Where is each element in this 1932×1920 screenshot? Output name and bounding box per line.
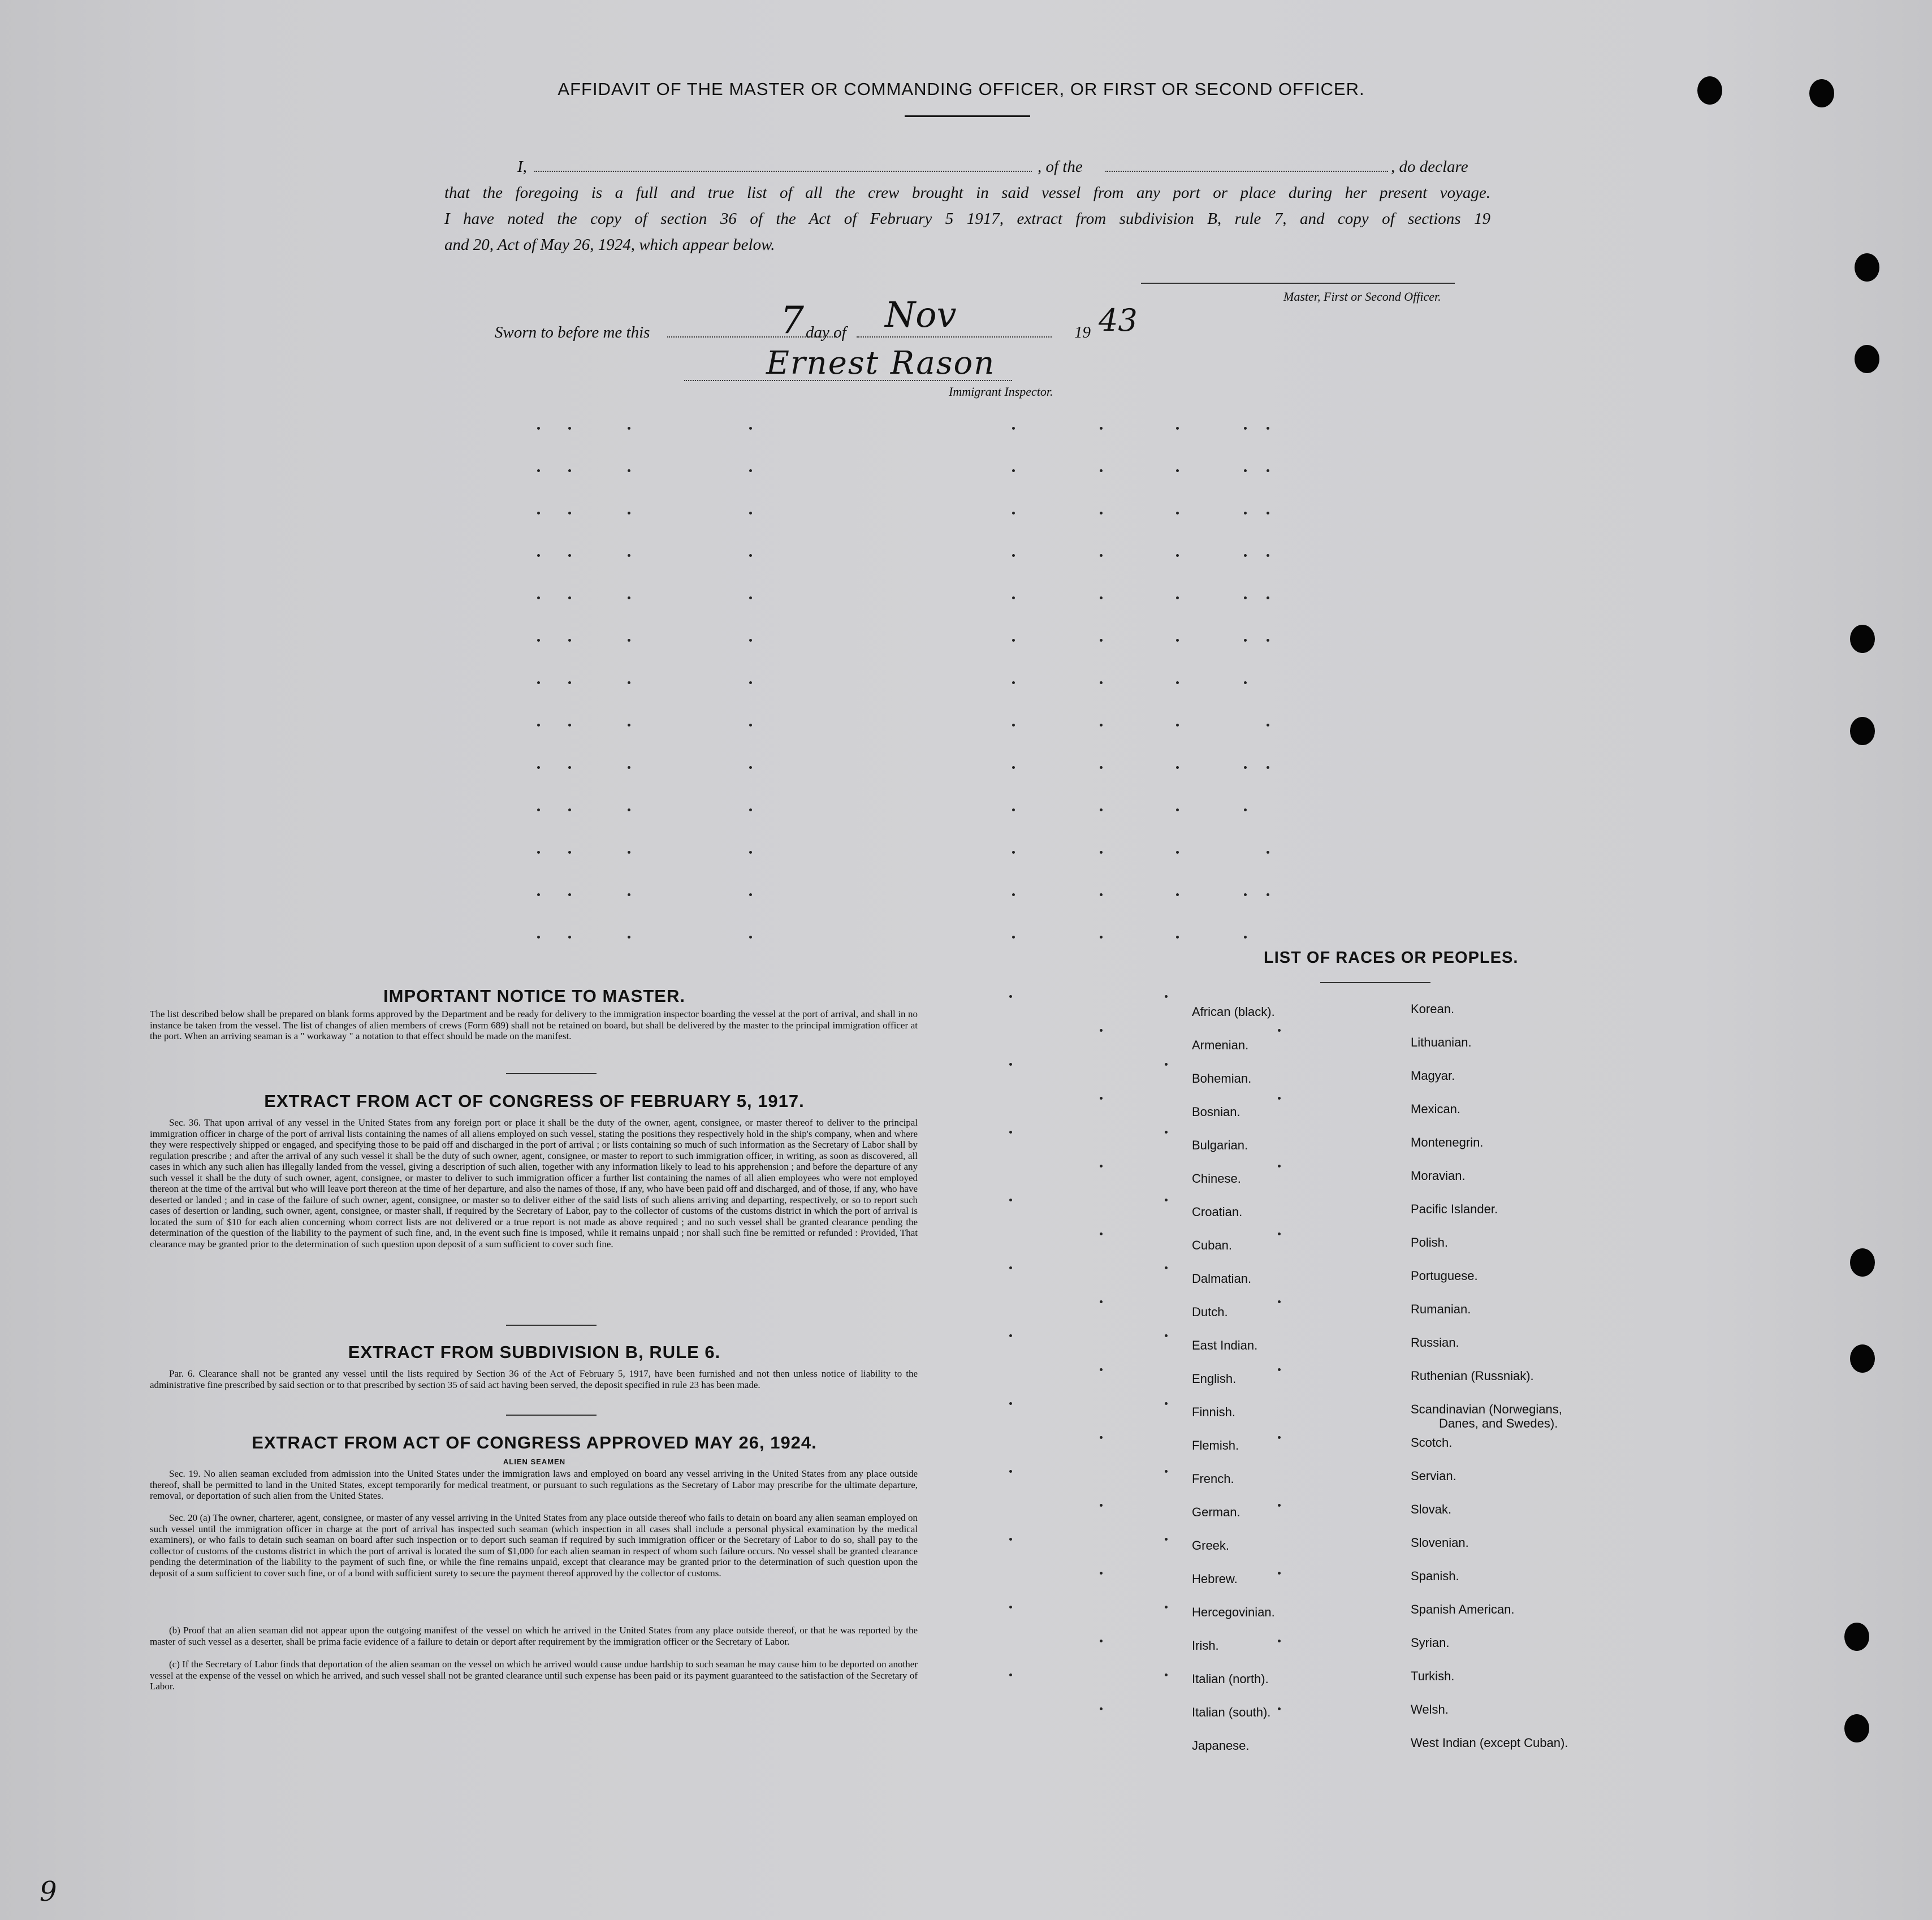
sworn-month-blank[interactable] <box>857 336 1052 338</box>
race-item: Bosnian. <box>1192 1105 1241 1119</box>
form-dot <box>1165 1606 1168 1608</box>
form-dot <box>1100 1165 1103 1167</box>
form-dot <box>537 893 540 896</box>
extract-1917-divider <box>506 1325 597 1326</box>
form-dot <box>1100 1436 1103 1439</box>
handwritten-year: 43 <box>1099 302 1138 338</box>
notice-body: The list described below shall be prepared on blank forms approved by the Department and be ready for delivery to the immigration inspector boarding the vessel at the port of arrival, and shall in no instance be taken from the vessel. The list of changes of alien members of crews (Form 689) shall not be retained on board, but shall be delivered by the master to the principal immigration officer at the port. When an arriving seaman is a " workaway " a notation to that effect should be made on the manifest. <box>150 1009 918 1041</box>
races-underline <box>1320 982 1430 983</box>
race-item: Spanish American. <box>1411 1602 1515 1616</box>
form-dot <box>1012 596 1015 599</box>
race-item: East Indian. <box>1192 1338 1258 1352</box>
form-dot <box>628 808 630 811</box>
form-dot <box>1267 639 1269 642</box>
extract-1924-sec20a: Sec. 20 (a) The owner, charterer, agent, consignee, or master of any vessel arriving in the United States from any place outside thereof who fails to detain on board any alien seaman employed on such vessel until the immigration officer in charge at the port of arrival has inspected such seaman (which inspection in all cases shall include a personal physical examination by the medical examiners), or who fails to detain such seaman on board after such inspection or to deport such seaman if required by such immigration officer or the Secretary of Labor to do so, shall pay to the collector of customs of the customs district in which the port of arrival is located the sum of $1,000 for each alien seaman in respect of whom such failure occurs. No vessel shall be granted clearance pending the determination of the liability to the payment of such fine, or while the fine remains unpaid, except that clearance may be granted prior to the determination of such question upon the deposit of a sum sufficient to cover such fine, or of a bond with sufficient surety to secure the payment thereof approved by the collector of customs. <box>150 1512 918 1579</box>
form-dot <box>1244 766 1247 769</box>
race-item: Bohemian. <box>1192 1071 1252 1086</box>
extract-1924-sec20c: (c) If the Secretary of Labor finds that deportation of the alien seaman on the vessel on which he arrived would cause undue hardship to such seaman he may cause him to be deported on another vessel at the expense of the vessel on which he arrived, and such vessel shall not be granted clearance until such expense has been paid or its payment guaranteed to the satisfaction of the Secretary of Labor. <box>150 1659 918 1692</box>
form-dot <box>1176 936 1179 939</box>
form-dot <box>1278 1640 1281 1642</box>
form-dot <box>1244 469 1247 472</box>
form-dot <box>1100 1504 1103 1507</box>
form-dot <box>1100 639 1103 642</box>
form-dot <box>537 554 540 557</box>
form-dot <box>1100 1300 1103 1303</box>
extract-rule6-title: EXTRACT FROM SUBDIVISION B, RULE 6. <box>348 1342 721 1362</box>
form-dot <box>1278 1097 1281 1100</box>
form-dot <box>1278 1572 1281 1575</box>
form-dot <box>1012 851 1015 854</box>
form-dot <box>568 681 571 684</box>
race-item: Magyar. <box>1411 1069 1455 1083</box>
affidavit-line-4: and 20, Act of May 26, 1924, which appear below. <box>444 236 775 254</box>
affidavit-title: AFFIDAVIT OF THE MASTER OR COMMANDING OFFICER, OR FIRST OR SECOND OFFICER. <box>557 79 1365 99</box>
form-dot <box>537 596 540 599</box>
inspector-caption: Immigrant Inspector. <box>949 384 1053 399</box>
handwritten-month: Nov <box>885 294 957 335</box>
race-item: Italian (south). <box>1192 1705 1271 1719</box>
title-underline <box>905 115 1030 117</box>
punch-hole <box>1697 76 1722 105</box>
punch-hole <box>1850 717 1875 745</box>
form-dot <box>1176 554 1179 557</box>
form-dot <box>1100 851 1103 854</box>
form-dot <box>568 893 571 896</box>
form-dot <box>1100 427 1103 430</box>
form-dot <box>749 936 752 939</box>
vessel-name-blank[interactable] <box>1105 171 1388 172</box>
extract-1917-title: EXTRACT FROM ACT OF CONGRESS OF FEBRUARY 5, 1917. <box>264 1091 805 1111</box>
form-dot <box>1278 1436 1281 1439</box>
form-dot <box>1244 554 1247 557</box>
form-dot <box>1278 1300 1281 1303</box>
form-dot <box>1012 936 1015 939</box>
race-item: Ruthenian (Russniak). <box>1411 1369 1534 1383</box>
form-dot <box>1267 766 1269 769</box>
form-dot <box>628 427 630 430</box>
punch-hole <box>1809 79 1834 107</box>
form-dot <box>1176 766 1179 769</box>
punch-hole <box>1850 1248 1875 1277</box>
race-item: Montenegrin. <box>1411 1135 1484 1149</box>
page-number: 9 <box>40 1876 57 1908</box>
race-item: African (black). <box>1192 1005 1275 1019</box>
form-dot <box>568 766 571 769</box>
form-dot <box>1100 893 1103 896</box>
extract-rule6-divider <box>506 1415 597 1416</box>
form-dot <box>1100 936 1103 939</box>
form-dot <box>1176 851 1179 854</box>
race-item: Welsh. <box>1411 1702 1449 1716</box>
punch-hole <box>1850 625 1875 653</box>
form-dot <box>628 681 630 684</box>
form-dot <box>1278 1707 1281 1710</box>
form-dot <box>1176 893 1179 896</box>
form-dot <box>1009 1402 1012 1405</box>
race-item: German. <box>1192 1505 1241 1519</box>
form-dot <box>1009 1470 1012 1473</box>
race-item: Irish. <box>1192 1638 1219 1653</box>
form-dot <box>1100 681 1103 684</box>
form-dot <box>1009 1131 1012 1134</box>
affidavit-line-3: I have noted the copy of section 36 of the Act of February 5 1917, extract from subdivision B, rule 7, and copy of sections 19 <box>444 210 1490 228</box>
form-dot <box>568 639 571 642</box>
form-dot <box>537 427 540 430</box>
extract-1924-sec19: Sec. 19. No alien seaman excluded from admission into the United States under the immigration laws and employed on board any vessel arriving in the United States from any place outside thereof, shall be permitted to land in the United States, except temporarily for medical treatment, or pursuant to such regulations as the Secretary of Labor may prescribe for the ultimate departure, removal, or deportation of such alien from the United States. <box>150 1468 918 1501</box>
form-dot <box>537 512 540 514</box>
affidavit-line-2: that the foregoing is a full and true list of all the crew brought in said vessel from any port or place during her present voyage. <box>444 184 1490 202</box>
form-dot <box>1012 427 1015 430</box>
form-dot <box>1012 808 1015 811</box>
race-item: Finnish. <box>1192 1405 1236 1419</box>
sworn-day-word: day of <box>806 323 846 341</box>
form-dot <box>1244 596 1247 599</box>
form-dot <box>537 936 540 939</box>
race-item: Croatian. <box>1192 1205 1243 1219</box>
race-item: Hebrew. <box>1192 1572 1238 1586</box>
form-dot <box>537 766 540 769</box>
form-dot <box>628 893 630 896</box>
form-dot <box>568 427 571 430</box>
form-dot <box>1165 995 1168 998</box>
form-dot <box>537 469 540 472</box>
form-dot <box>749 512 752 514</box>
race-item: Korean. <box>1411 1002 1455 1016</box>
form-dot <box>1165 1063 1168 1066</box>
form-dot <box>628 766 630 769</box>
form-dot <box>1176 724 1179 727</box>
form-dot <box>749 808 752 811</box>
form-dot <box>1176 639 1179 642</box>
form-dot <box>1009 1199 1012 1201</box>
form-dot <box>1165 1402 1168 1405</box>
form-dot <box>1176 469 1179 472</box>
form-dot <box>628 469 630 472</box>
race-item: Polish. <box>1411 1235 1449 1249</box>
race-item: Flemish. <box>1192 1438 1239 1452</box>
race-item: Hercegovinian. <box>1192 1605 1275 1619</box>
race-item: Portuguese. <box>1411 1269 1478 1283</box>
affidavit-line-1-i: I, <box>517 158 527 176</box>
form-dot <box>1165 1538 1168 1541</box>
form-dot <box>1244 936 1247 939</box>
form-dot <box>1100 1640 1103 1642</box>
form-dot <box>1278 1504 1281 1507</box>
form-dot <box>749 766 752 769</box>
form-dot <box>537 724 540 727</box>
form-dot <box>568 554 571 557</box>
master-signature-line[interactable] <box>1141 283 1455 284</box>
form-dot <box>1244 512 1247 514</box>
form-dot <box>1012 681 1015 684</box>
extract-1924-subtitle: ALIEN SEAMEN <box>503 1458 566 1466</box>
race-item: Lithuanian. <box>1411 1035 1472 1049</box>
form-dot <box>1100 1572 1103 1575</box>
form-dot <box>1176 596 1179 599</box>
form-dot <box>1278 1368 1281 1371</box>
form-dot <box>628 596 630 599</box>
race-item: Dutch. <box>1192 1305 1228 1319</box>
race-item: Scandinavian (Norwegians, <box>1411 1402 1562 1416</box>
form-dot <box>1244 639 1247 642</box>
race-item: English. <box>1192 1372 1237 1386</box>
form-dot <box>1009 1606 1012 1608</box>
form-dot <box>568 469 571 472</box>
sworn-prefix: Sworn to before me this <box>495 323 650 341</box>
form-dot <box>749 596 752 599</box>
form-dot <box>749 893 752 896</box>
form-dot <box>1009 1063 1012 1066</box>
race-item: Mexican. <box>1411 1102 1461 1116</box>
punch-hole <box>1855 345 1879 373</box>
form-dot <box>537 851 540 854</box>
punch-hole <box>1850 1344 1875 1373</box>
punch-hole <box>1844 1623 1869 1651</box>
extract-rule6-body: Par. 6. Clearance shall not be granted any vessel until the lists required by Section 36 of the Act of February 5, 1917, have been furnished and not then unless notice of liability to the administrative fine prescribed by said section or to that prescribed by section 35 of said act having been served, the deposit specified in rule 23 has been made. <box>150 1368 918 1390</box>
punch-hole <box>1855 253 1879 282</box>
race-item: French. <box>1192 1472 1234 1486</box>
punch-hole <box>1844 1714 1869 1742</box>
race-item: Pacific Islander. <box>1411 1202 1498 1216</box>
form-dot <box>568 808 571 811</box>
race-item: Chinese. <box>1192 1171 1241 1186</box>
race-item: Servian. <box>1411 1469 1456 1483</box>
form-dot <box>1267 427 1269 430</box>
form-dot <box>628 936 630 939</box>
race-item: Slovak. <box>1411 1502 1452 1516</box>
form-dot <box>628 724 630 727</box>
form-dot <box>568 936 571 939</box>
master-name-blank[interactable] <box>534 171 1032 172</box>
form-dot <box>1165 1334 1168 1337</box>
handwritten-day: 7 <box>780 299 804 342</box>
extract-1924-sec20b: (b) Proof that an alien seaman did not appear upon the outgoing manifest of the vessel on which he arrived in the United States from any place outside thereof, or that he was reported by the master of such vessel as a deserter, shall be prima facie evidence of a failure to detain or deport after requirement by the immigration officer or the Secretary of Labor. <box>150 1625 918 1647</box>
sworn-year-prefix: 19 <box>1074 323 1091 341</box>
race-item: Cuban. <box>1192 1238 1232 1252</box>
race-item: Rumanian. <box>1411 1302 1471 1316</box>
form-dot <box>1012 766 1015 769</box>
form-dot <box>1278 1165 1281 1167</box>
races-title: LIST OF RACES OR PEOPLES. <box>1264 949 1519 967</box>
notice-title: IMPORTANT NOTICE TO MASTER. <box>383 986 685 1006</box>
form-dot <box>1165 1266 1168 1269</box>
race-item: Italian (north). <box>1192 1672 1269 1686</box>
form-dot <box>1165 1199 1168 1201</box>
form-dot <box>1267 469 1269 472</box>
form-dot <box>1244 681 1247 684</box>
form-dot <box>1012 469 1015 472</box>
race-item: Russian. <box>1411 1335 1459 1350</box>
form-dot <box>1012 554 1015 557</box>
form-dot <box>1100 1029 1103 1032</box>
form-dot <box>1244 427 1247 430</box>
form-dot <box>1100 554 1103 557</box>
form-dot <box>1267 596 1269 599</box>
form-dot <box>1009 1673 1012 1676</box>
race-item-continuation: Danes, and Swedes). <box>1439 1416 1558 1430</box>
race-item: Armenian. <box>1192 1038 1249 1052</box>
form-dot <box>1278 1233 1281 1235</box>
form-dot <box>568 512 571 514</box>
form-dot <box>1165 1470 1168 1473</box>
affidavit-line-1-do-declare: , do declare <box>1391 158 1468 176</box>
inspector-signature: Ernest Rason <box>766 345 996 382</box>
race-item: Bulgarian. <box>1192 1138 1248 1152</box>
form-dot <box>1176 808 1179 811</box>
race-item: Syrian. <box>1411 1636 1450 1650</box>
form-dot <box>1012 639 1015 642</box>
form-dot <box>749 554 752 557</box>
form-dot <box>1278 1029 1281 1032</box>
form-dot <box>1267 724 1269 727</box>
form-dot <box>1100 766 1103 769</box>
form-dot <box>1100 1368 1103 1371</box>
form-dot <box>749 427 752 430</box>
form-dot <box>1100 512 1103 514</box>
form-dot <box>1244 808 1247 811</box>
affidavit-line-1-of-the: , of the <box>1038 158 1083 176</box>
form-dot <box>749 724 752 727</box>
form-dot <box>749 681 752 684</box>
form-dot <box>537 808 540 811</box>
form-dot <box>1100 596 1103 599</box>
form-dot <box>1009 1334 1012 1337</box>
form-dot <box>628 851 630 854</box>
form-dot <box>568 724 571 727</box>
race-item: Slovenian. <box>1411 1536 1469 1550</box>
form-dot <box>1267 851 1269 854</box>
form-dot <box>749 851 752 854</box>
form-dot <box>628 554 630 557</box>
form-dot <box>1267 512 1269 514</box>
form-dot <box>1100 1233 1103 1235</box>
form-dot <box>628 512 630 514</box>
form-dot <box>1100 1097 1103 1100</box>
extract-1924-title: EXTRACT FROM ACT OF CONGRESS APPROVED MAY 26, 1924. <box>252 1433 817 1452</box>
form-dot <box>1009 995 1012 998</box>
form-dot <box>749 639 752 642</box>
form-dot <box>537 681 540 684</box>
form-dot <box>628 639 630 642</box>
form-dot <box>1100 1707 1103 1710</box>
form-dot <box>1165 1673 1168 1676</box>
form-dot <box>1176 512 1179 514</box>
form-dot <box>1012 512 1015 514</box>
form-dot <box>1100 808 1103 811</box>
race-item: Scotch. <box>1411 1435 1453 1450</box>
form-dot <box>1012 724 1015 727</box>
extract-1917-body: Sec. 36. That upon arrival of any vessel in the United States from any foreign port or place it shall be the duty of the owner, agent, consignee, or master thereof to deliver to the principal immigration officer in charge of the port of arrival lists containing the names of all aliens employed on such vessel, stating the positions they respectively hold in the ship's company, when and where they were respectively shipped or engaged, and specifying those to be paid off and discharged in the port of arrival ; or lists containing so much of such information as the Secretary of Labor shall by regulation prescribe ; and after the arrival of any such vessel it shall be the duty of such owner, agent, consignee, or master to report to such immigration officer, in writing, as soon as discovered, all cases in which any such alien has illegally landed from the vessel, giving a description of such alien, together with any information likely to lead to his apprehension ; and before the departure of any such vessel it shall be the duty of such owner, agent, consignee, or master to deliver to such immigration officer a further list containing the names of all alien employees who were not employed thereon at the time of the arrival but who will leave port thereon at the time of her departure, and also the names of those, if any, who have been paid off and discharged, and of those, if any, who have deserted or landed ; and in case of the failure of such owner, agent, consignee, or master so to deliver either of the said lists of such aliens arriving and departing, respectively, or so to report such cases of desertion or landing, such owner, agent, consignee, or master shall, if required by the Secretary of Labor, pay to the collector of customs of the customs district in which the port of arrival is located the sum of $10 for each alien concerning whom correct lists are not delivered or a true report is not made as above required ; and no such vessel shall be granted clearance pending the determination of the question of the liability to the payment of such fine, and, in the event such fine is imposed, while it remains unpaid ; nor shall such fine be remitted or refunded : Provided, That clearance may be granted prior to the determination of such question upon deposit of a sum sufficient to cover such fine. <box>150 1117 918 1249</box>
race-item: Greek. <box>1192 1538 1230 1553</box>
form-dot <box>1176 681 1179 684</box>
race-item: Japanese. <box>1192 1739 1250 1753</box>
form-dot <box>1165 1131 1168 1134</box>
race-item: West Indian (except Cuban). <box>1411 1736 1568 1750</box>
form-dot <box>568 851 571 854</box>
form-dot <box>568 596 571 599</box>
form-dot <box>1009 1538 1012 1541</box>
form-dot <box>1012 893 1015 896</box>
form-dot <box>537 639 540 642</box>
form-dot <box>1244 893 1247 896</box>
form-dot <box>1176 427 1179 430</box>
form-dot <box>749 469 752 472</box>
race-item: Moravian. <box>1411 1169 1466 1183</box>
form-dot <box>1009 1266 1012 1269</box>
notice-divider <box>506 1073 597 1074</box>
form-dot <box>1100 469 1103 472</box>
race-item: Turkish. <box>1411 1669 1455 1683</box>
race-item: Spanish. <box>1411 1569 1459 1583</box>
form-dot <box>1267 893 1269 896</box>
race-item: Dalmatian. <box>1192 1272 1252 1286</box>
form-dot <box>1100 724 1103 727</box>
master-caption: Master, First or Second Officer. <box>1283 289 1441 304</box>
form-dot <box>1267 554 1269 557</box>
